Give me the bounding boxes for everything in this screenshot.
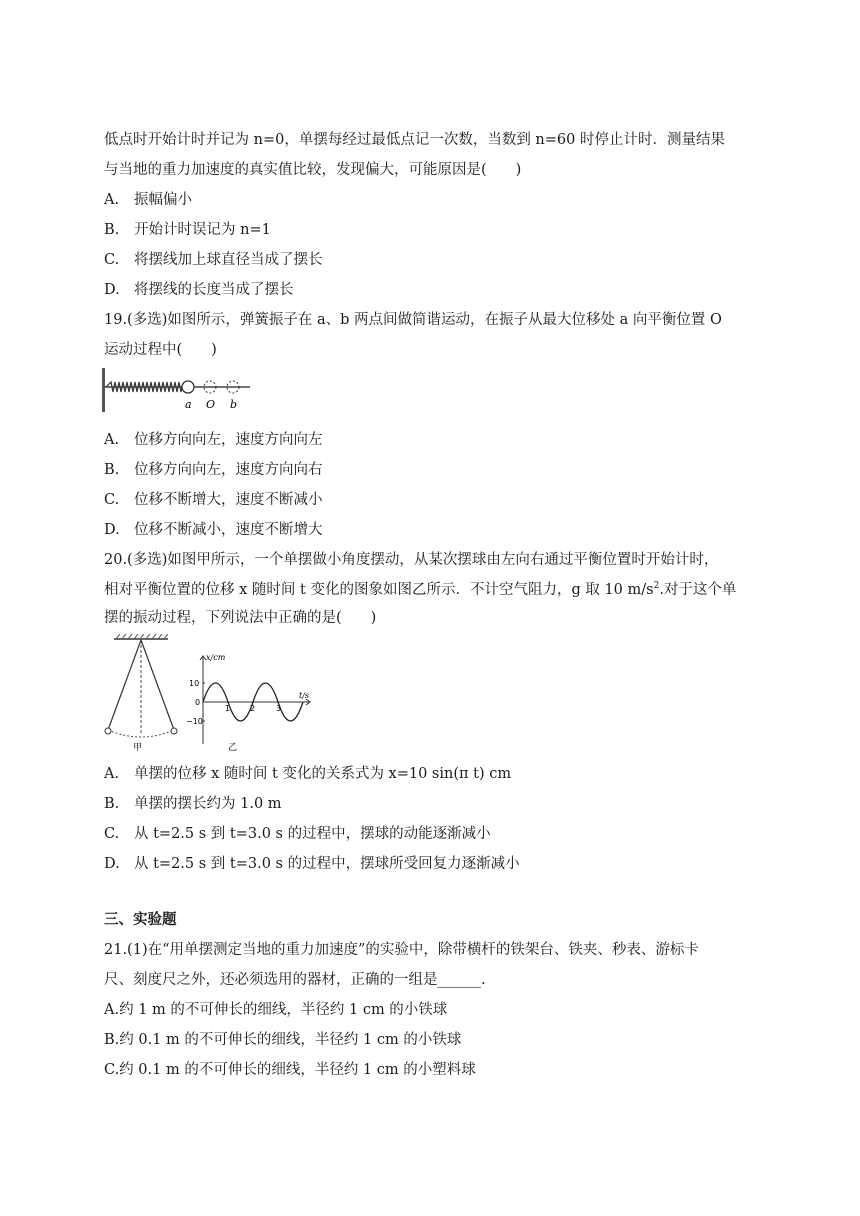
q20-stem-line1: 20.(多选)如图甲所示，一个单摆做小角度摆动，从某次摆球由左向右通过平衡位置时开始计时， (104, 552, 719, 568)
option-letter: B. (104, 222, 120, 238)
q19-stem-line2: 运动过程中( ) (104, 342, 217, 358)
option-text: 开始计时误记为 n=1 (134, 222, 271, 238)
tick-label-t3: 3 (276, 704, 282, 713)
option-text: 将摆线加上球直径当成了摆长 (134, 252, 323, 268)
wall (102, 368, 105, 412)
option-letter: D. (104, 856, 120, 872)
option-letter: B. (104, 796, 120, 812)
option-letter: A. (104, 192, 120, 208)
label-o: O (206, 398, 216, 411)
q19-stem-line1: 19.(多选)如图所示，弹簧振子在 a、b 两点间做简谐运动，在振子从最大位移处 a 向平衡位置 O (104, 312, 722, 328)
string-right (141, 640, 174, 730)
option-letter: C. (104, 826, 120, 842)
q19-option-c (104, 490, 323, 510)
q18-option-b (104, 220, 271, 240)
label-b: b (230, 398, 238, 411)
option-letter: D. (104, 282, 120, 298)
option-text: 单摆的位移 x 随时间 t 变化的关系式为 x=10 sin(π t) cm (134, 766, 512, 782)
q20-option-d (104, 854, 520, 874)
option-text: 将摆线的长度当成了摆长 (134, 282, 294, 298)
label-a: a (185, 398, 192, 411)
q20-option-b (104, 794, 282, 814)
bob-right (171, 728, 177, 734)
option-text: 振幅偏小 (134, 192, 192, 208)
q18-option-c (104, 250, 323, 270)
option-text: 从 t=2.5 s 到 t=3.0 s 的过程中，摆球所受回复力逐渐减小 (134, 856, 520, 872)
q21-option-c: C.约 0.1 m 的不可伸长的细线，半径约 1 cm 的小塑料球 (104, 1062, 476, 1078)
t-axis-label: t/s (299, 691, 310, 700)
q19-option-b (104, 460, 323, 480)
option-text: 单摆的摆长约为 1.0 m (134, 796, 282, 812)
q20-option-c (104, 824, 491, 844)
q19-option-d (104, 520, 323, 540)
x-axis-label: x/cm (206, 653, 226, 662)
q21-option-b: B.约 0.1 m 的不可伸长的细线，半径约 1 cm 的小铁球 (104, 1032, 462, 1048)
pendulum-figure (100, 634, 185, 752)
label-yi: 乙 (228, 743, 238, 753)
option-text: 从 t=2.5 s 到 t=3.0 s 的过程中，摆球的动能逐渐减小 (134, 826, 491, 842)
tick-label-neg10: −10 (186, 717, 203, 726)
tick-label-10: 10 (189, 679, 200, 688)
q21-stem-line1: 21.(1)在“用单摆测定当地的重力加速度”的实验中，除带横杆的铁架台、铁夹、秒表、游标卡 (104, 942, 699, 958)
option-letter: B. (104, 462, 120, 478)
option-letter: A. (104, 766, 120, 782)
bob-left (105, 728, 111, 734)
displacement-time-graph (186, 652, 316, 754)
q18-stem-line2: 与当地的重力加速度的真实值比较，发现偏大，可能原因是( ) (104, 162, 522, 178)
option-letter: C. (104, 252, 120, 268)
stem-text: 相对平衡位置的位移 x 随时间 t 变化的图象如图乙所示．不计空气阻力，g 取 10 m/s (104, 582, 654, 598)
option-text: 位移不断增大，速度不断减小 (134, 492, 323, 508)
q21-stem-line2: 尺、刻度尺之外，还必须选用的器材，正确的一组是______. (104, 972, 486, 988)
section-heading: 三、实验题 (104, 912, 177, 928)
option-text: 位移不断减小，速度不断增大 (134, 522, 323, 538)
q18-stem-line1: 低点时开始计时并记为 n=0，单摆每经过最低点记一次数，当数到 n=60 时停止计时．测量结果 (104, 132, 725, 148)
q21-option-a: A.约 1 m 的不可伸长的细线，半径约 1 cm 的小铁球 (104, 1002, 448, 1018)
option-letter: C. (104, 492, 120, 508)
q20-stem-line3: 摆的振动过程，下列说法中正确的是( ) (104, 610, 377, 626)
spring (106, 382, 182, 392)
superscript: 2 (653, 581, 660, 592)
option-letter: A. (104, 432, 120, 448)
tick-label-0: 0 (195, 698, 201, 707)
q18-option-d (104, 280, 294, 300)
stem-text: .对于这个单 (659, 582, 737, 598)
mass-at-a (182, 381, 194, 393)
string-left (108, 640, 141, 730)
q20-option-a (104, 764, 511, 784)
tick-label-t1: 1 (225, 704, 231, 713)
tick-label-t2: 2 (250, 704, 256, 713)
option-letter: D. (104, 522, 120, 538)
q18-option-a (104, 190, 192, 210)
option-text: 位移方向向左，速度方向向左 (134, 432, 323, 448)
label-jia: 甲 (133, 743, 143, 752)
q20-stem-line2 (104, 580, 736, 600)
spring-oscillator-figure (100, 366, 250, 414)
q19-option-a (104, 430, 323, 450)
option-text: 位移方向向左，速度方向向右 (134, 462, 323, 478)
